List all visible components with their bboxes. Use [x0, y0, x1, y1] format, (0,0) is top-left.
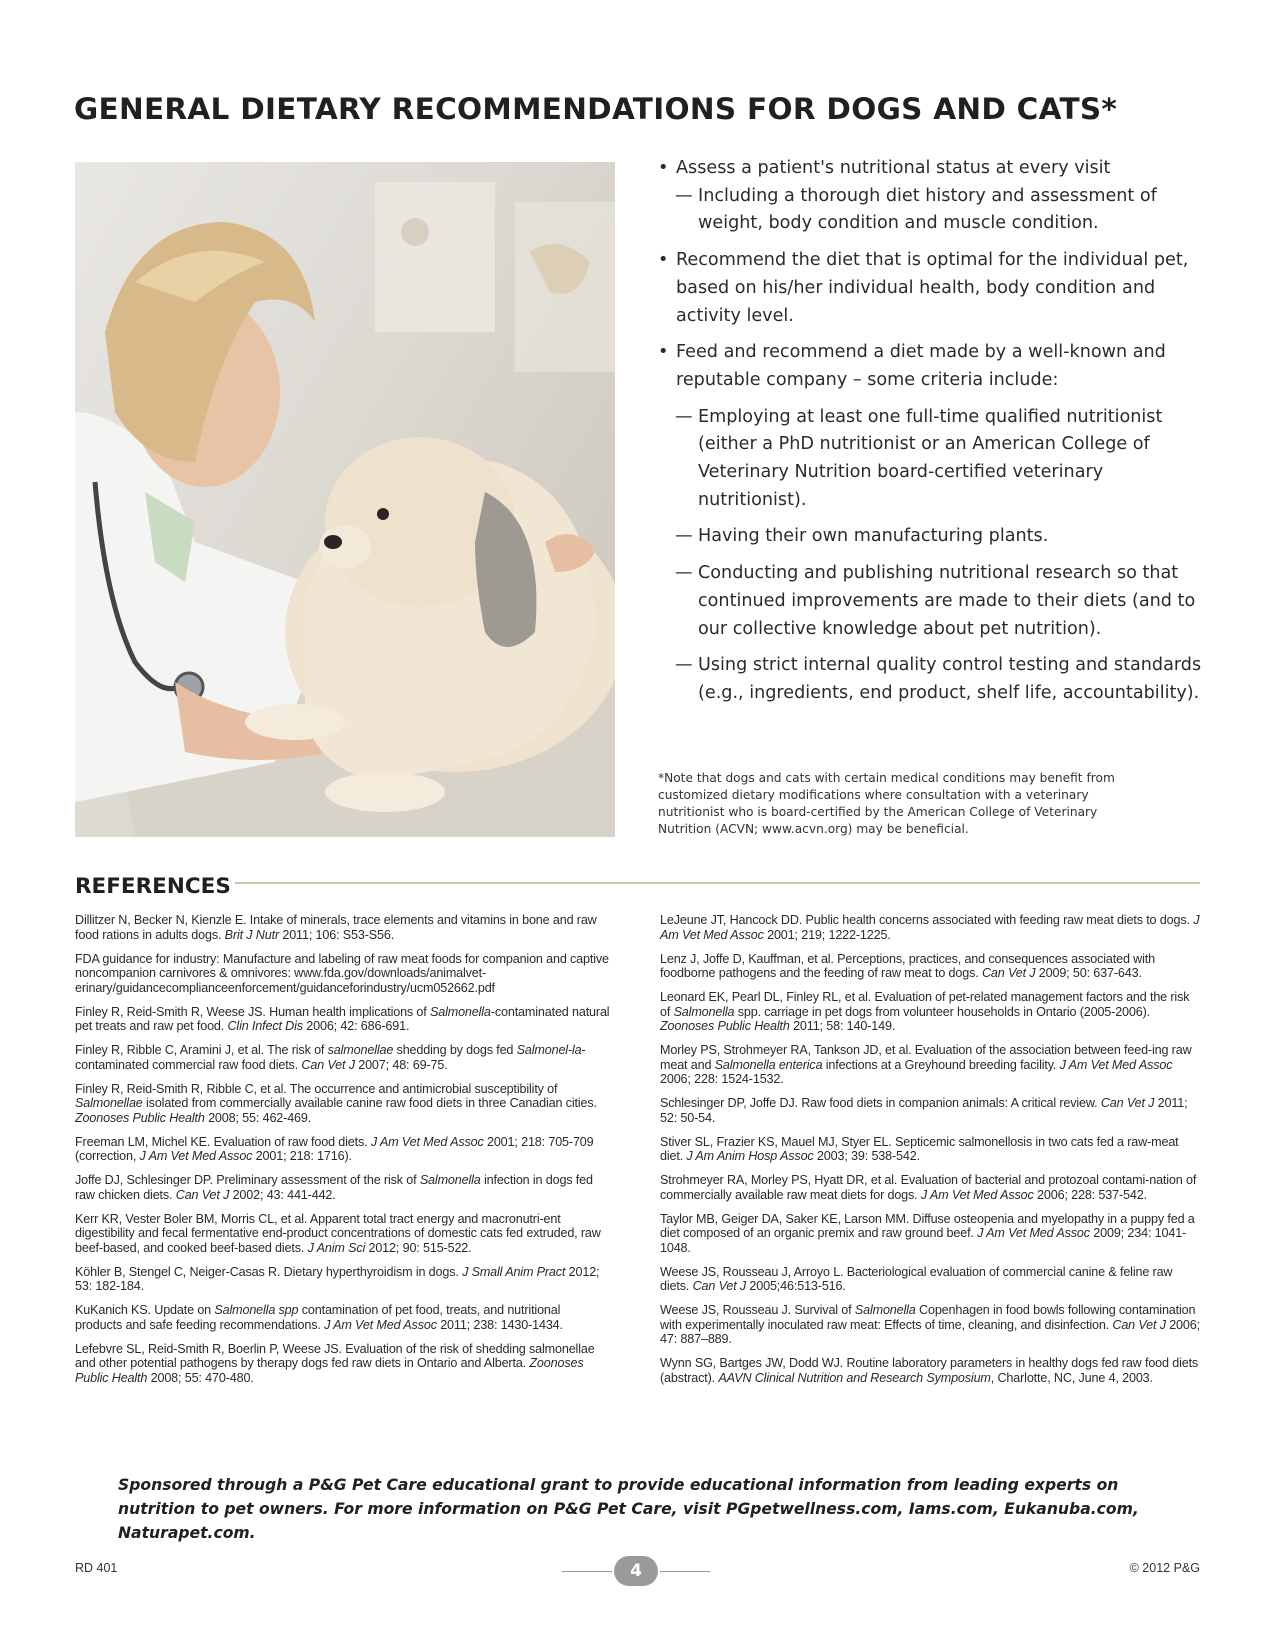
reference-entry: Köhler B, Stengel C, Neiger-Casas R. Dietary hyperthyroidism in dogs. J Small Anim Pract 2012; 53: 182-184.: [75, 1264, 600, 1293]
reference-entry: Wynn SG, Bartges JW, Dodd WJ. Routine laboratory parameters in healthy dogs fed raw food diets (abstract). AAVN Clinical Nutrition and Research Symposium, Charlotte, NC, June 4, 2003.: [660, 1356, 1199, 1385]
reference-entry: Joffe DJ, Schlesinger DP. Preliminary assessment of the risk of Salmonella infection in dogs fed raw chicken diets. Can Vet J 2002; 43: 441-442.: [75, 1173, 593, 1202]
references-column-right: [660, 913, 1200, 1395]
reference-entry: Freeman LM, Michel KE. Evaluation of raw food diets. J Am Vet Med Assoc 2001; 218: 705-709 (correction, J Am Vet Med Assoc 2001; 218: 1716).: [75, 1134, 594, 1163]
page-number: 4: [614, 1556, 658, 1586]
reference-entry: Lenz J, Joffe D, Kauffman, et al. Perceptions, practices, and consequences associated with foodborne pathogens and the feeding of raw meat to dogs. Can Vet J 2009; 50: 637-643.: [660, 951, 1155, 980]
dash-marker: —: [675, 185, 693, 206]
footnote: *Note that dogs and cats with certain medical conditions may benefit from customized dietary modifications where consultation with a veterinary nutritionist who is board-certified by the American College of Veterinary Nutrition (ACVN; www.acvn.org) may be beneficial.: [658, 771, 1115, 836]
sub-bullet-text: Conducting and publishing nutritional research so that continued improvements are made to their diets (and to our collective knowledge about pet nutrition).: [698, 563, 1196, 639]
bullet-item: [658, 339, 1213, 394]
bullet-marker: •: [658, 250, 669, 271]
references-heading: REFERENCES: [75, 874, 231, 899]
sub-bullet-text: Using strict internal quality control testing and standards (e.g., ingredients, end product, shelf life, accountability).: [698, 655, 1202, 703]
document-code: RD 401: [75, 1561, 118, 1575]
reference-entry: Taylor MB, Geiger DA, Saker KE, Larson MM. Diffuse osteopenia and myelopathy in a puppy fed a diet composed of an organic premix and raw ground beef. J Am Vet Med Assoc 2009; 234: 1041-1048.: [660, 1211, 1195, 1255]
sub-bullet-text: Having their own manufacturing plants.: [698, 526, 1049, 547]
recommendation-list: [658, 155, 1213, 717]
reference-entry: Dillitzer N, Becker N, Kienzle E. Intake of minerals, trace elements and vitamins in bone and raw food rations in adults dogs. Brit J Nutr 2011; 106: S53-S56.: [75, 913, 597, 942]
reference-entry: LeJeune JT, Hancock DD. Public health concerns associated with feeding raw meat diets to dogs. J Am Vet Med Assoc 2001; 219; 1222-1225.: [660, 913, 1200, 942]
reference-entry: Stiver SL, Frazier KS, Mauel MJ, Styer EL. Septicemic salmonellosis in two cats fed a raw-meat diet. J Am Anim Hosp Assoc 2003; 39: 538-542.: [660, 1134, 1179, 1163]
sub-bullet-item: [658, 560, 1213, 643]
sub-bullet-item: [658, 523, 1213, 551]
reference-entry: Kerr KR, Vester Boler BM, Morris CL, et al. Apparent total tract energy and macronutri-ent digestibility and fecal fermentative end-product concentrations of domestic cats fed extruded, raw beef-based, and cooked beef-based diets. J Anim Sci 2012; 90: 515-522.: [75, 1211, 601, 1255]
reference-entry: Strohmeyer RA, Morley PS, Hyatt DR, et al. Evaluation of bacterial and protozoal contami-nation of commercially available raw meat diets for dogs. J Am Vet Med Assoc 2006; 228: 537-542.: [660, 1173, 1197, 1202]
bullet-marker: •: [658, 342, 669, 363]
sub-bullet-item: [658, 404, 1213, 515]
reference-entry: Leonard EK, Pearl DL, Finley RL, et al. Evaluation of pet-related management factors and the risk of Salmonella spp. carriage in pet dogs from volunteer households in Ontario (2005-2006). Zoonoses Public Health 2011; 58: 140-149.: [660, 990, 1190, 1033]
reference-entry: Weese JS, Rousseau J. Survival of Salmonella Copenhagen in food bowls following contamination with experimentally inoculated raw meat: Effects of time, cleaning, and disinfection. Can Vet J 2006; 47: 887–889.: [660, 1303, 1200, 1346]
bullet-marker: •: [658, 158, 669, 178]
sponsor-statement: Sponsored through a P&G Pet Care educational grant to provide educational information from leading experts on nutrition to pet owners. For more information on P&G Pet Care, visit PGpetwellness.com, Iams.com, Eukanuba.com, Naturapet.com.: [118, 1476, 1139, 1542]
reference-entry: Finley R, Ribble C, Aramini J, et al. The risk of salmonellae shedding by dogs fed Salmonel-la-contaminated commercial raw food diets. Can Vet J 2007; 48: 69-75.: [75, 1043, 586, 1072]
dash-marker: —: [675, 406, 693, 427]
references-column-left: [75, 913, 610, 1395]
sub-bullet-item: [658, 652, 1213, 707]
page-number-line-left: [562, 1571, 612, 1572]
bullet-text: Recommend the diet that is optimal for the individual pet, based on his/her individual health, body condition and activity level.: [676, 250, 1189, 326]
reference-entry: Lefebvre SL, Reid-Smith R, Boerlin P, Weese JS. Evaluation of the risk of shedding salmonellae and other potential pathogens by therapy dogs fed raw diets in Ontario and Alberta. Zoonoses Public Health 2008; 55: 470-480.: [75, 1341, 595, 1385]
reference-entry: Finley R, Reid-Smith R, Ribble C, et al. The occurrence and antimicrobial susceptibility of Salmonellae isolated from commercially available canine raw food diets in three Canadian cities. Zoonoses Public Health 2008; 55: 462-469.: [75, 1081, 597, 1125]
dash-marker: —: [675, 563, 693, 584]
reference-entry: Morley PS, Strohmeyer RA, Tankson JD, et al. Evaluation of the association between feed-ing raw meat and Salmonella enterica infections at a Greyhound breeding facility. J Am Vet Med Assoc 2006; 228: 1524-1532.: [660, 1043, 1192, 1086]
page-title: GENERAL DIETARY RECOMMENDATIONS FOR DOGS AND CATS*: [74, 92, 1118, 126]
reference-entry: Schlesinger DP, Joffe DJ. Raw food diets in companion animals: A critical review. Can Vet J 2011; 52: 50-54.: [660, 1096, 1188, 1125]
copyright: © 2012 P&G: [1129, 1561, 1200, 1575]
sub-bullet-item: [658, 183, 1213, 238]
bullet-text: Feed and recommend a diet made by a well-known and reputable company – some criteria include:: [676, 342, 1166, 390]
reference-entry: FDA guidance for industry: Manufacture and labeling of raw meat foods for companion and captive noncompanion carnivores & omnivores: www.fda.gov/downloads/animalvet-erinary/guidancecomplianceenforcement/guidanceforindustry/ucm052662.pdf: [75, 951, 609, 995]
bullet-item: [658, 155, 1213, 183]
veterinarian-with-dog-photo: [75, 162, 615, 837]
page-number-line-right: [660, 1571, 710, 1572]
reference-entry: KuKanich KS. Update on Salmonella spp contamination of pet food, treats, and nutritional products and safe feeding recommendations. J Am Vet Med Assoc 2011; 238: 1430-1434.: [75, 1303, 563, 1332]
dash-marker: —: [675, 655, 693, 676]
reference-entry: Weese JS, Rousseau J, Arroyo L. Bacteriological evaluation of commercial canine & feline raw diets. Can Vet J 2005;46:513-516.: [660, 1264, 1173, 1293]
dash-marker: —: [675, 526, 693, 547]
sub-bullet-text: Employing at least one full-time qualified nutritionist (either a PhD nutritionist or an American College of Veterinary Nutrition board-certified veterinary nutritionist).: [698, 406, 1163, 510]
sub-bullet-text: Including a thorough diet history and assessment of weight, body condition and muscle condition.: [698, 185, 1157, 234]
bullet-text: Assess a patient's nutritional status at every visit: [676, 158, 1111, 178]
bullet-item: [658, 247, 1213, 330]
reference-entry: Finley R, Reid-Smith R, Weese JS. Human health implications of Salmonella-contaminated natural pet treats and raw pet food. Clin Infect Dis 2006; 42: 686-691.: [75, 1004, 610, 1033]
references-divider: [235, 882, 1200, 884]
